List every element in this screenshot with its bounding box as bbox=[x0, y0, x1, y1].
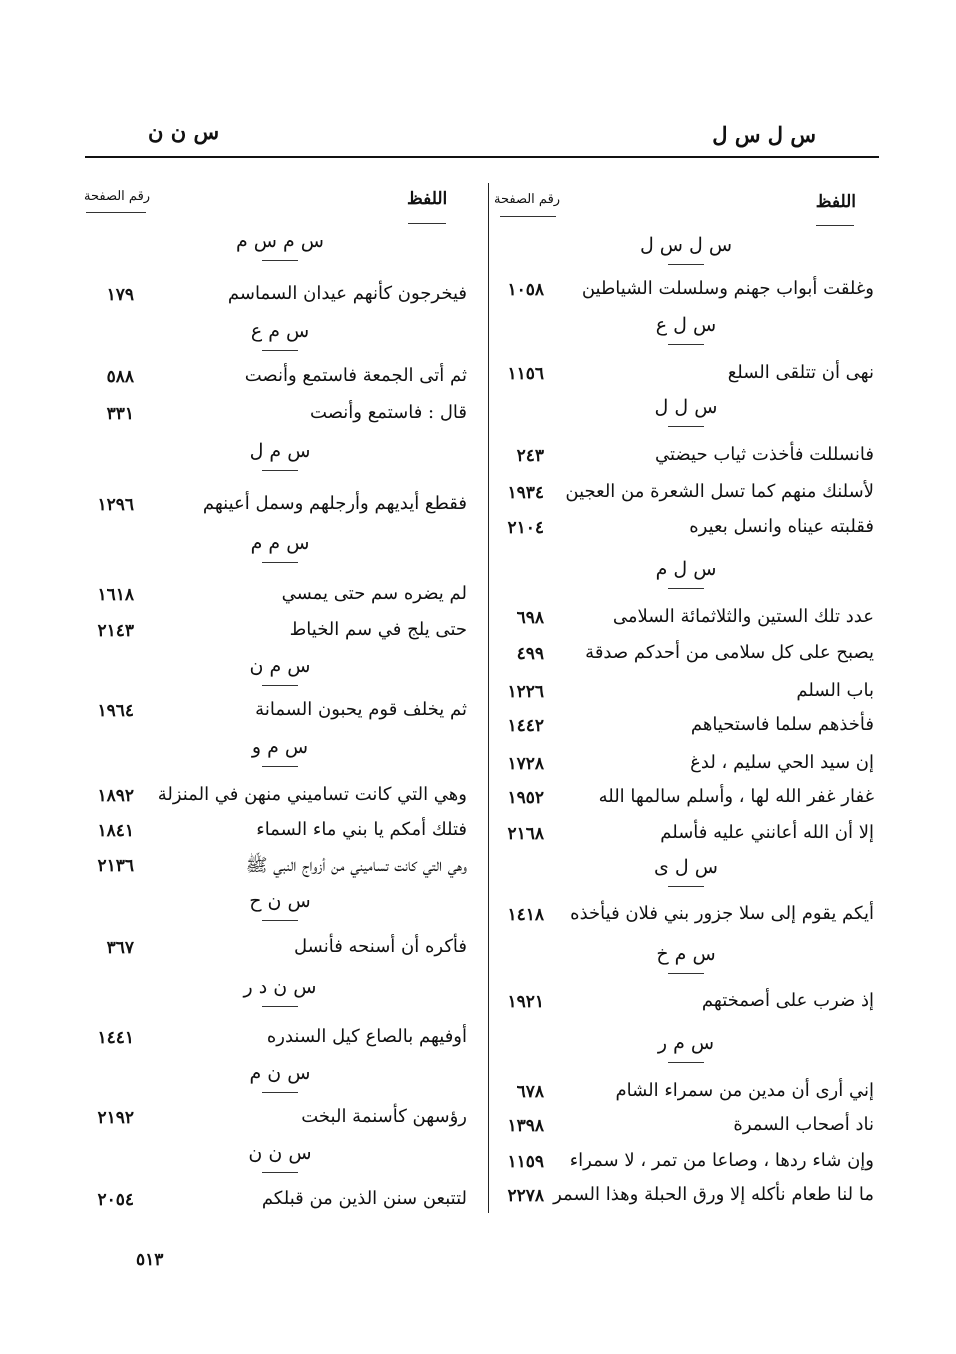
left-entry-text: فتلك أمكم يا بني ماء السماء bbox=[256, 819, 467, 840]
left-entry-text: فقطع أيديهم وأرجلهم وسمل أعينهم bbox=[202, 493, 467, 514]
column-divider bbox=[488, 183, 489, 1213]
left-word-heading-underline bbox=[408, 223, 446, 224]
right-entry-page: ٢٤٣ bbox=[516, 446, 544, 466]
left-entry-text: وهي التي كانت تساميني من أزواج النبي ﷺ bbox=[245, 855, 467, 876]
right-entry-text: عدد تلك الستين والثلاثمائة السلامى bbox=[612, 606, 874, 627]
right-entry-page: ٢١٦٨ bbox=[507, 824, 544, 844]
left-root-heading: س ن ح bbox=[249, 890, 311, 912]
right-entry-page: ١٠٥٨ bbox=[507, 280, 544, 300]
left-entry-page: ٢١٣٦ bbox=[97, 856, 134, 876]
left-root-underline bbox=[262, 1172, 298, 1173]
right-root-heading: س ل ع bbox=[655, 314, 717, 336]
right-entry-page: ٢١٠٤ bbox=[507, 518, 544, 538]
right-entry-page: ١١٥٦ bbox=[507, 364, 544, 384]
left-root-heading: س م و bbox=[251, 736, 309, 758]
right-root-heading: س م خ bbox=[656, 943, 716, 965]
left-entry-page: ٢٠٥٤ bbox=[97, 1190, 134, 1210]
left-entry-text: لم يضره سم حتى يمسي bbox=[281, 583, 467, 604]
left-entry-text: ثم يخلف قوم يحبون السمانة bbox=[255, 699, 467, 720]
right-entry-text: أيكم يقوم إلى سلا جزور بني فلان فيأخذه bbox=[570, 903, 874, 924]
right-root-heading: س ل م bbox=[655, 558, 717, 580]
left-entry-text: ثم أتى الجمعة فاستمع وأنصت bbox=[244, 365, 467, 386]
right-entry-text: فانسللت فأخذت ثياب حيضتي bbox=[655, 444, 874, 465]
right-root-underline bbox=[668, 344, 704, 345]
left-entry-text: لتتبعن سنن الذين من قبلكم bbox=[261, 1188, 467, 1209]
right-entry-text: نهى أن تتلقى السلع bbox=[727, 362, 874, 383]
right-root-underline bbox=[668, 426, 704, 427]
right-entry-page: ١٤١٨ bbox=[507, 905, 544, 925]
right-entry-text: وغلقت أبواب جهنم وسلسلت الشياطين bbox=[581, 278, 874, 299]
left-root-heading: س ن ن bbox=[248, 1142, 312, 1164]
right-entry-text: إذ ضرب على أصمختهم bbox=[701, 990, 874, 1011]
left-entry-text: فأكره أن أسنحه فأنسل bbox=[294, 936, 467, 957]
left-entry-page: ١٧٩ bbox=[106, 285, 134, 305]
left-page-heading-underline bbox=[86, 212, 146, 213]
left-root-heading: س م ع bbox=[250, 320, 310, 342]
right-entry-text: باب السلم bbox=[796, 680, 874, 701]
right-entry-page: ١٤٤٢ bbox=[507, 716, 544, 736]
right-entry-text: غفار غفر الله لها ، وأسلم سالمها الله bbox=[598, 786, 874, 807]
left-entry-page: ١٨٤١ bbox=[97, 821, 134, 841]
left-entry-text: وهي التي كانت تساميني منهن في المنزلة bbox=[157, 784, 467, 805]
right-entry-page: ١٩٣٤ bbox=[507, 483, 544, 503]
header-rule bbox=[85, 156, 879, 158]
left-root-underline bbox=[262, 766, 298, 767]
left-root-heading: س ن د ر bbox=[243, 976, 317, 998]
right-root-underline bbox=[668, 886, 704, 887]
left-entry-text: أوفيهم بالصاع كيل السندره bbox=[266, 1026, 467, 1047]
left-root-underline bbox=[262, 1092, 298, 1093]
left-root-underline bbox=[262, 685, 298, 686]
left-entry-page: ٣٣١ bbox=[106, 404, 134, 424]
left-entry-page: ٢١٩٢ bbox=[97, 1108, 134, 1128]
right-root-underline bbox=[668, 1062, 704, 1063]
left-entry-text: فيخرجون كأنهم عيدان السماسم bbox=[227, 283, 467, 304]
right-entry-text: إن سيد الحي سليم ، لدغ bbox=[690, 752, 874, 773]
right-entry-page: ١٧٢٨ bbox=[507, 754, 544, 774]
right-entry-text: يصبح على كل سلامى من أحدكم صدقة bbox=[585, 642, 874, 663]
running-header-left: س ن ن bbox=[148, 119, 220, 144]
left-page-heading: رقم الصفحة bbox=[84, 189, 151, 204]
left-entry-text: قال : فاستمع وأنصت bbox=[310, 402, 467, 423]
left-entry-page: ١٢٩٦ bbox=[97, 495, 134, 515]
left-root-heading: س م س م bbox=[235, 230, 325, 252]
left-entry-page: ١٦١٨ bbox=[97, 585, 134, 605]
right-entry-page: ١٩٥٢ bbox=[507, 788, 544, 808]
left-root-underline bbox=[262, 1006, 298, 1007]
left-root-underline bbox=[262, 350, 298, 351]
right-entry-page: ٢٢٧٨ bbox=[507, 1186, 544, 1206]
right-entry-text: فأخذهم سلما فاستحياهم bbox=[690, 714, 874, 735]
right-entry-page: ١٢٢٦ bbox=[507, 682, 544, 702]
left-entry-text: حتى يلج في سم الخياط bbox=[289, 619, 467, 640]
right-entry-page: ٦٩٨ bbox=[516, 608, 544, 628]
left-root-heading: س م ل bbox=[249, 440, 311, 462]
right-root-underline bbox=[668, 973, 704, 974]
right-entry-page: ١١٥٩ bbox=[507, 1152, 544, 1172]
right-entry-page: ٤٩٩ bbox=[516, 644, 544, 664]
running-header-right: س ل س ل bbox=[712, 122, 816, 147]
right-word-heading-underline bbox=[816, 225, 854, 226]
right-entry-text: وإن شاء ردها ، وصاعا من تمر ، لا سمراء bbox=[569, 1150, 874, 1171]
left-entry-page: ١٩٦٤ bbox=[97, 701, 134, 721]
left-root-underline bbox=[262, 920, 298, 921]
left-root-underline bbox=[262, 260, 298, 261]
right-root-underline bbox=[668, 588, 704, 589]
right-root-heading: س م ر bbox=[657, 1032, 715, 1054]
right-page-heading-underline bbox=[500, 216, 556, 217]
left-root-heading: س م ن bbox=[249, 655, 311, 677]
left-root-underline bbox=[262, 562, 298, 563]
left-entry-page: ٣٦٧ bbox=[106, 938, 134, 958]
right-word-heading: اللفظ bbox=[815, 192, 856, 212]
left-root-heading: س م م bbox=[250, 532, 310, 554]
right-root-heading: س ل ى bbox=[654, 856, 718, 878]
left-root-underline bbox=[262, 470, 298, 471]
page-number: ٥١٣ bbox=[136, 1250, 164, 1270]
left-entry-text: رؤسهن كأسنمة البخت bbox=[301, 1106, 467, 1127]
left-entry-page: ٥٨٨ bbox=[106, 367, 134, 387]
right-entry-text: إني أرى أن مدين من سمراء الشام bbox=[615, 1080, 874, 1101]
right-root-heading: س ل س ل bbox=[639, 234, 733, 256]
left-word-heading: اللفظ bbox=[407, 189, 448, 209]
right-entry-text: لأسلنك منهم كما تسل الشعرة من العجين bbox=[565, 481, 874, 502]
right-entry-text: ناد أصحاب السمرة bbox=[733, 1114, 874, 1135]
left-root-heading: س ن م bbox=[249, 1062, 311, 1084]
left-entry-page: ١٨٩٢ bbox=[97, 786, 134, 806]
right-entry-text: إلا أن الله أعانني عليه فأسلم bbox=[660, 822, 874, 843]
right-page-heading: رقم الصفحة bbox=[494, 192, 561, 207]
right-root-heading: س ل ل bbox=[654, 396, 718, 418]
right-root-underline bbox=[668, 264, 704, 265]
right-entry-page: ١٣٩٨ bbox=[507, 1116, 544, 1136]
left-entry-page: ١٤٤١ bbox=[97, 1028, 134, 1048]
right-entry-page: ١٩٢١ bbox=[507, 992, 544, 1012]
left-entry-page: ٢١٤٣ bbox=[97, 621, 134, 641]
right-entry-text: فقلبته عيناه وانسل بعيره bbox=[689, 516, 874, 537]
right-entry-page: ٦٧٨ bbox=[516, 1082, 544, 1102]
right-entry-text: ما لنا طعام نأكله إلا ورق الحبلة وهذا السمر bbox=[553, 1184, 874, 1205]
